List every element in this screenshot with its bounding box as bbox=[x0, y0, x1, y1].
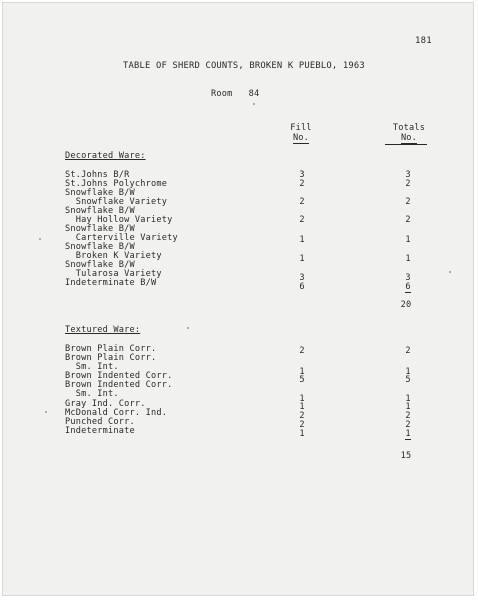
decorated-line: St.Johns Polychrome bbox=[65, 179, 168, 189]
decorated-line: St.Johns B/R bbox=[65, 170, 130, 180]
decorated-line: Snowflake B/W bbox=[65, 242, 135, 252]
textured-sum: 15 bbox=[400, 451, 412, 461]
total-value: 3 bbox=[405, 273, 411, 283]
decorated-sum: 20 bbox=[400, 300, 412, 310]
textured-line: McDonald Corr. Ind. bbox=[65, 408, 168, 418]
fill-value: 2 bbox=[299, 215, 305, 225]
textured-line: Brown Plain Corr. bbox=[65, 344, 157, 354]
decorated-line: Snowflake B/W bbox=[65, 224, 135, 234]
total-value: 2 bbox=[405, 420, 411, 430]
decorated-line: Snowflake Variety bbox=[65, 197, 168, 207]
textured-line: Brown Plain Corr. bbox=[65, 353, 157, 363]
total-value: 6 bbox=[405, 282, 411, 292]
fill-header-top: Fill bbox=[290, 123, 312, 133]
total-value: 2 bbox=[405, 346, 411, 356]
total-value: 1 bbox=[405, 429, 411, 439]
fill-value: 1 bbox=[299, 254, 305, 264]
textured-line: Brown Indented Corr. bbox=[65, 380, 173, 390]
fill-value: 2 bbox=[299, 197, 305, 207]
fill-value: 1 bbox=[299, 367, 305, 377]
decorated-line: Tularosa Variety bbox=[65, 269, 162, 279]
fill-value: 2 bbox=[299, 420, 305, 430]
total-value: 2 bbox=[405, 411, 411, 421]
scan-speck bbox=[253, 103, 255, 105]
scan-speck bbox=[187, 327, 189, 329]
textured-heading: Textured Ware: bbox=[65, 325, 141, 335]
total-value: 2 bbox=[405, 197, 411, 207]
document-page bbox=[2, 2, 474, 596]
total-value: 1 bbox=[405, 402, 411, 412]
total-value: 1 bbox=[405, 254, 411, 264]
fill-value: 1 bbox=[299, 394, 305, 404]
total-value: 1 bbox=[405, 235, 411, 245]
fill-value: 3 bbox=[299, 170, 305, 180]
total-value: 2 bbox=[405, 179, 411, 189]
total-value: 3 bbox=[405, 170, 411, 180]
decorated-line: Broken K Variety bbox=[65, 251, 162, 261]
total-value: 2 bbox=[405, 215, 411, 225]
decorated-heading: Decorated Ware: bbox=[65, 151, 146, 161]
textured-line: Punched Corr. bbox=[65, 417, 135, 427]
scan-speck bbox=[39, 238, 41, 240]
decorated-line: Carterville Variety bbox=[65, 233, 178, 243]
scan-speck bbox=[45, 411, 47, 413]
fill-value: 2 bbox=[299, 346, 305, 356]
textured-line: Brown Indented Corr. bbox=[65, 371, 173, 381]
fill-value: 1 bbox=[299, 235, 305, 245]
fill-value: 1 bbox=[299, 429, 305, 439]
page-number: 181 bbox=[415, 36, 432, 46]
total-value: 1 bbox=[405, 367, 411, 377]
fill-value: 1 bbox=[299, 402, 305, 412]
fill-header-bottom: No. bbox=[292, 133, 310, 143]
fill-value: 6 bbox=[299, 282, 305, 292]
textured-line: Gray Ind. Corr. bbox=[65, 399, 146, 409]
decorated-line: Snowflake B/W bbox=[65, 206, 135, 216]
totals-header-rule bbox=[385, 144, 427, 145]
textured-line: Sm. Int. bbox=[65, 389, 119, 399]
decorated-line: Snowflake B/W bbox=[65, 188, 135, 198]
textured-line: Indeterminate bbox=[65, 426, 135, 436]
decorated-line: Indeterminate B/W bbox=[65, 278, 157, 288]
fill-value: 3 bbox=[299, 273, 305, 283]
scan-speck bbox=[449, 271, 451, 273]
decorated-line: Snowflake B/W bbox=[65, 260, 135, 270]
table-title: TABLE OF SHERD COUNTS, BROKEN K PUEBLO, 1963 bbox=[123, 61, 365, 71]
textured-line: Sm. Int. bbox=[65, 362, 119, 372]
fill-value: 2 bbox=[299, 179, 305, 189]
fill-value: 5 bbox=[299, 375, 305, 385]
fill-value: 2 bbox=[299, 411, 305, 421]
total-value: 1 bbox=[405, 394, 411, 404]
totals-header-top: Totals bbox=[392, 123, 426, 133]
room-label: Room 84 bbox=[211, 89, 260, 99]
totals-header-bottom: No. bbox=[400, 133, 418, 143]
decorated-line: Hay Hollow Variety bbox=[65, 215, 173, 225]
total-value: 5 bbox=[405, 375, 411, 385]
